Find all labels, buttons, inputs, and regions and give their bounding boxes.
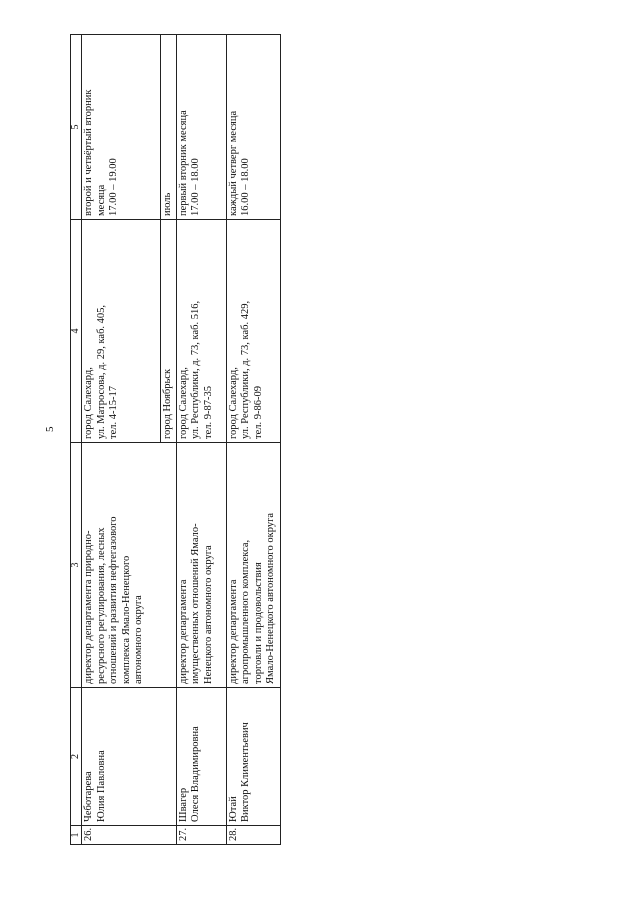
surname: Чеботарева <box>83 771 94 822</box>
column-header-2: 2 <box>71 688 82 826</box>
official-name <box>176 688 226 826</box>
address-line: тел. 9-87-35 <box>202 386 214 439</box>
official-name <box>82 688 177 826</box>
schedule-line: 17.00 – 18.00 <box>190 158 201 216</box>
page-number: 5 <box>44 426 56 432</box>
given-name: Олеся Владимировна <box>190 726 201 822</box>
position-line: директор департамента природно- <box>83 530 94 684</box>
reception-schedule <box>176 35 226 220</box>
column-header-3: 3 <box>71 443 82 688</box>
reception-address <box>82 220 161 443</box>
schedule-line: каждый четверг месяца <box>227 110 239 216</box>
schedule-line: 16.00 – 18.00 <box>240 158 251 216</box>
position-line: торговли и продовольствия <box>252 562 264 684</box>
table-row <box>176 35 226 845</box>
reception-schedule <box>226 35 280 220</box>
schedule-line: июль <box>162 192 173 216</box>
address-line: ул. Матросова, д. 29, каб. 405, <box>95 304 107 439</box>
column-header-1: 1 <box>71 826 82 845</box>
address-line: город Салехард, <box>83 367 94 439</box>
column-header-4: 4 <box>71 220 82 443</box>
surname: Швагер <box>177 787 189 822</box>
column-header-5: 5 <box>71 35 82 220</box>
reception-schedule-table <box>70 34 281 845</box>
official-position <box>82 443 177 688</box>
row-number: 28. <box>226 826 280 845</box>
official-name <box>226 688 280 826</box>
row-number: 27. <box>176 826 226 845</box>
address-line: город Салехард, <box>177 367 189 439</box>
position-line: агропромышленного комплекса, <box>240 539 251 684</box>
table-row <box>82 35 161 845</box>
position-line: комплекса Ямало-Ненецкого <box>120 555 132 684</box>
address-line: город Ноябрьск <box>162 368 173 439</box>
given-name: Юлия Павловна <box>95 750 107 822</box>
position-line: Ямало-Ненецкого автономного округа <box>265 512 276 684</box>
reception-address <box>176 220 226 443</box>
address-line: ул. Республики, д. 73, каб. 516, <box>190 300 201 439</box>
row-number: 26. <box>82 826 177 845</box>
address-line: ул. Республики, д. 73, каб. 429, <box>240 300 251 439</box>
schedule-line: месяца <box>95 184 107 216</box>
header-row <box>71 35 82 845</box>
address-line: тел. 9-86-09 <box>252 386 264 439</box>
position-line: ресурсного регулирования, лесных <box>95 527 107 684</box>
reception-schedule-table-wrapper <box>70 35 275 845</box>
reception-schedule-extra <box>161 35 177 220</box>
official-position <box>226 443 280 688</box>
surname: Ютай <box>227 796 239 822</box>
given-name: Виктор Климентьевич <box>240 722 251 822</box>
position-line: директор департамента <box>227 579 239 684</box>
table-row <box>226 35 280 845</box>
reception-address-extra <box>161 220 177 443</box>
position-line: Ненецкого автономного округа <box>202 545 214 684</box>
address-line: город Салехард, <box>227 367 239 439</box>
schedule-line: второй и четвёртый вторник <box>83 89 94 216</box>
position-line: директор департамента <box>177 579 189 684</box>
position-line: имущественных отношений Ямало- <box>190 523 201 684</box>
position-line: автономного округа <box>133 595 144 684</box>
reception-schedule <box>82 35 161 220</box>
position-line: отношений и развития нефтегазового <box>108 516 119 684</box>
schedule-line: 17.00 – 19.00 <box>108 158 119 216</box>
official-position <box>176 443 226 688</box>
address-line: тел. 4-15-17 <box>108 386 119 439</box>
schedule-line: первый вторник месяца <box>177 110 189 216</box>
reception-address <box>226 220 280 443</box>
